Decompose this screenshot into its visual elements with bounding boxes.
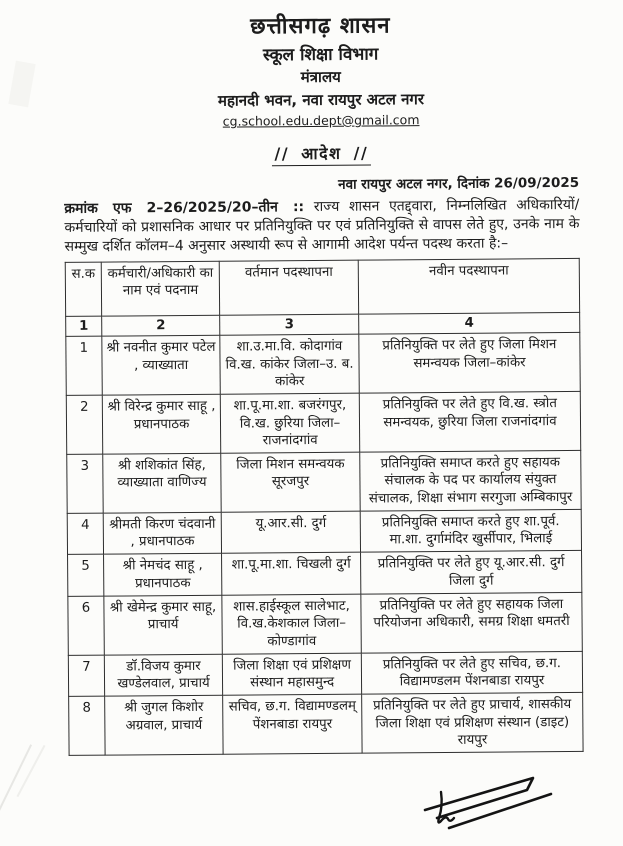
- table-row: [67, 509, 581, 555]
- cell-new-posting: प्रतिनियुक्ति पर लेते हुए यू.आर.सी. दुर्ग जिला दुर्ग: [360, 551, 581, 594]
- cell-current-posting: शा.पू.मा.शा. बजरंगपुर, वि.ख. छुरिया जिला–राजनांदगांव: [220, 393, 359, 453]
- cell-current-posting: यू.आर.सी. दुर्ग: [221, 511, 360, 554]
- cell-new-posting: प्रतिनियुक्ति पर लेते हुए सहायक जिला परियोजना अधिकारी, समग्र शिक्षा धमतरी: [361, 592, 583, 653]
- department-title: स्कूल शिक्षा विभाग: [262, 44, 379, 66]
- cell-current-posting: शा.पू.मा.शा. चिखली दुर्ग: [222, 553, 361, 596]
- place-dateline: नवा रायपुर अटल नगर, दिनांक 26/09/2025: [337, 174, 580, 193]
- cell-sno: 7: [68, 655, 104, 697]
- order-number: क्रमांक एफ 2–26/2025/20–तीन ::: [64, 199, 305, 217]
- address-line: महानदी भवन, नवा रायपुर अटल नगर: [217, 90, 425, 110]
- cell-current-posting: सचिव, छ.ग. विद्यामण्डलम् पेंशनबाडा रायपुर: [223, 695, 362, 755]
- cell-sno: 2: [66, 395, 102, 454]
- cell-current-posting: जिला मिशन समन्वयक सूरजपुर: [221, 452, 360, 512]
- table-row: [69, 693, 583, 756]
- column-number: 4: [359, 312, 580, 334]
- column-number: 3: [220, 314, 359, 335]
- cell-new-posting: प्रतिनियुक्ति समाप्त करते हुए शा.पूर्व. मा.शा. दुर्गामंदिर खुर्सीपार, भिलाई: [360, 509, 581, 552]
- cell-sno: 8: [69, 697, 105, 756]
- letterhead: [63, 8, 579, 168]
- posting-table: [65, 258, 584, 756]
- table-row: [68, 592, 582, 655]
- order-paragraph: [64, 196, 579, 257]
- ministry-line: मंत्रालय: [300, 67, 341, 87]
- cell-sno: 1: [66, 337, 102, 396]
- order-body-text: राज्य शासन एतद्द्वारा, निम्नलिखित अधिकारियों/कर्मचारियों को प्रशासनिक आधार पर प्रतिनियुक्ति पर एवं प्रतिनियुक्ति से वापस लेते हुए, उनके नाम के सम्मुख दर्शित कॉलम–4 अनुसार अस्थायी रूप से आगामी आदेश पर्यन्त पदस्थ करता है:–: [64, 196, 580, 255]
- col-header-current: वर्तमान पदस्थापना: [219, 260, 358, 315]
- table-row: [66, 392, 580, 455]
- cell-name: श्री नवनीत कुमार पटेल , व्याख्याता: [102, 336, 221, 396]
- cell-sno: 5: [68, 555, 104, 597]
- cell-new-posting: प्रतिनियुक्ति पर लेते हुए सचिव, छ.ग. विद्यामण्डलम पेंशनबाडा रायपुर: [361, 651, 582, 694]
- col-header-new: नवीन पदस्थापना: [358, 258, 579, 314]
- cell-sno: 3: [67, 454, 103, 513]
- email-text: cg.school.edu.dept@gmail.com: [222, 112, 420, 129]
- cell-new-posting: प्रतिनियुक्ति पर लेते हुए प्राचार्य, शासकीय जिला शिक्षा एवं प्रशिक्षण संस्थान (डाइट) रायपुर: [362, 693, 584, 754]
- column-number: 1: [66, 316, 102, 337]
- cell-current-posting: जिला शिक्षा एवं प्रशिक्षण संस्थान महासमुन्द: [222, 653, 361, 696]
- cell-name: श्री खेमेन्द्र कुमार साहू, प्राचार्य: [104, 595, 223, 655]
- table-header-row: [65, 258, 579, 316]
- col-header-sno: स.क: [65, 262, 101, 316]
- handwritten-signature-icon: [411, 770, 571, 838]
- cell-name: श्री विरेन्द्र कुमार साहू , प्रधानपाठक: [102, 394, 221, 454]
- cell-current-posting: शा.उ.मा.वि. कोदागांव वि.ख. कांकेर जिला–उ. ब. कांकेर: [220, 335, 359, 395]
- cell-name: श्री नेमचंद साहू , प्रधानपाठक: [103, 554, 222, 596]
- order-heading: // आदेश //: [64, 140, 579, 168]
- cell-new-posting: प्रतिनियुक्ति समाप्त करते हुए सहायक संचालक के पद पर कार्यालय संयुक्त संचालक, शिक्षा संभाग सरगुजा अम्बिकापुर: [360, 450, 582, 511]
- column-number: 2: [102, 315, 220, 336]
- cell-new-posting: प्रतिनियुक्ति पर लेते हुए जिला मिशन समन्वयक जिला–कांकेर: [359, 333, 581, 394]
- cell-name: डॉ.विजय कुमार खण्डेलवाल, प्राचार्य: [104, 654, 223, 696]
- cell-new-posting: प्रतिनियुक्ति पर लेते हुए वि.ख. स्त्रोत समन्वयक, छुरिया जिला राजनांदगांव: [359, 392, 581, 453]
- cell-name: श्री जुगल किशोर अग्रवाल, प्राचार्य: [105, 696, 224, 756]
- col-header-name: कर्मचारी/अधिकारी का नाम एवं पदनाम: [101, 261, 220, 316]
- table-row: [66, 333, 580, 396]
- table-row: [67, 450, 581, 513]
- cell-current-posting: शास.हाईस्कूल सालेभाट, वि.ख.केशकाल जिला–कोण्डागांव: [222, 594, 361, 654]
- table-row: [68, 551, 582, 597]
- cell-sno: 6: [68, 596, 104, 655]
- cell-name: श्रीमती किरण चंदवानी , प्रधानपाठक: [103, 512, 222, 554]
- government-title: छत्तीसगढ़ शासन: [250, 13, 391, 40]
- cell-name: श्री शशिकांत सिंह, व्याख्याता वाणिज्य: [103, 453, 222, 513]
- table-row: [68, 651, 582, 697]
- cell-sno: 4: [67, 513, 103, 555]
